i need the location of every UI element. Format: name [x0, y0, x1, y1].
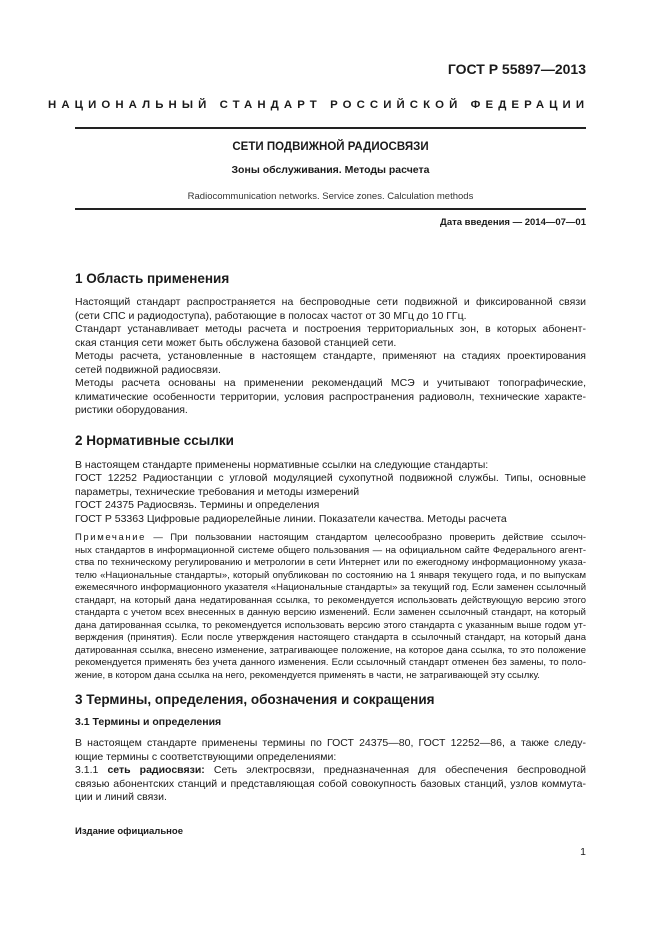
text-line: В настоящем стандарте применены термины по ГОСТ 24375—80, ГОСТ 12252—86, а также следу- — [75, 737, 586, 749]
section-1-paragraph-1 — [75, 296, 586, 323]
reference-gost-r-53363: ГОСТ Р 53363 Цифровые радиорелейные линии. Показатели качества. Методы расчета — [75, 513, 507, 525]
text-line: дана датированная ссылка, то рекомендуется использовать версию этого стандарта с указанным выше годом ут- — [75, 619, 586, 631]
text-line: Примечание — При пользовании настоящим стандартом целесообразно проверить действие ссылоч- — [75, 532, 586, 543]
text-line: ристики оборудования. — [75, 404, 188, 416]
section-3-heading: 3 Термины, определения, обозначения и сокращения — [75, 692, 435, 707]
text-line: сетей подвижной радиосвязи. — [75, 363, 221, 376]
subsection-3-1-heading: 3.1 Термины и определения — [75, 716, 222, 728]
section-2-heading: 2 Нормативные ссылки — [75, 433, 234, 448]
text-line: Настоящий стандарт распространяется на беспроводные сети подвижной и фиксированной связи — [75, 296, 586, 308]
text-line: ская станция сети может быть обслужена базовой станцией сети. — [75, 336, 397, 349]
text-line: телю «Национальные стандарты», который опубликован по состоянию на 1 января текущего года, и по выпускам — [75, 569, 586, 581]
top-divider — [75, 127, 586, 129]
text-line: ства по техническому регулированию и метрологии в сети Интернет или по ежегодному информационному указа- — [75, 557, 586, 568]
text-line: Стандарт устанавливает методы расчета и построения территориальных зон, в которых абонент- — [75, 323, 586, 335]
text-line: Методы расчета основаны на применении рекомендаций МСЭ и учитывают топографические, — [75, 377, 586, 389]
title-divider — [75, 208, 586, 210]
term-3-1-1 — [75, 764, 586, 805]
text-line: 3.1.1 сеть радиосвязи: Сеть электросвязи, предназначенная для обеспечения беспроводной — [75, 764, 586, 776]
term-number: 3.1.1 — [75, 764, 99, 776]
note-block — [75, 532, 586, 682]
text-line: стандарта с учетом всех внесенных в данную версию изменений. Если заменен ссылочный стандарт, на который — [75, 607, 586, 618]
page-number: 1 — [580, 846, 586, 858]
note-label: Примечание — [75, 532, 146, 543]
section-1-paragraph-4 — [75, 377, 586, 418]
text-line: жение, в котором дана ссылка на него, рекомендуется применять в части, не затрагивающей эту ссылку. — [75, 669, 540, 681]
section-1-paragraph-3 — [75, 350, 586, 377]
text-line: климатические особенности территории, условия распространения радиоволн, технические характе- — [75, 390, 586, 403]
text-line: Методы расчета, установленные в настоящем стандарте, применяют на стадиях проектирования — [75, 350, 586, 362]
text-line: верждения (принятия). Если после утверждения настоящего стандарта в ссылочный стандарт, на который дана — [75, 632, 586, 643]
document-title: СЕТИ ПОДВИЖНОЙ РАДИОСВЯЗИ — [232, 141, 429, 153]
text-line: (сети СПС и радиодоступа), работающие в полосах частот от 30 МГц до 10 ГГц. — [75, 309, 467, 322]
reference-gost-12252 — [75, 472, 586, 499]
section-1-heading: 1 Область применения — [75, 271, 230, 286]
text-line: ции и линий связи. — [75, 791, 167, 803]
section-3-paragraph-1 — [75, 737, 586, 764]
references-intro: В настоящем стандарте применены нормативные ссылки на следующие стандарты: — [75, 459, 489, 471]
text-line: рекомендуется применять без учета данного изменения. Если ссылочный стандарт отменен без замены, то поло- — [75, 657, 586, 668]
text-line: параметры, технические требования и методы измерений — [75, 485, 360, 498]
reference-gost-24375: ГОСТ 24375 Радиосвязь. Термины и определения — [75, 499, 320, 511]
text-line: ежемесячного информационного указателя «Национальные стандарты» за текущий год. Если заменен ссылочный — [75, 582, 586, 593]
official-edition-label: Издание официальное — [75, 826, 183, 837]
text-line: ных стандартов в информационной системе общего пользования — на официальном сайте Федерального агент- — [75, 544, 586, 556]
term-name: сеть радиосвязи: — [107, 764, 205, 776]
gost-number: ГОСТ Р 55897—2013 — [447, 61, 586, 77]
document-subtitle: Зоны обслуживания. Методы расчета — [231, 164, 430, 176]
introduction-date: Дата введения — 2014—07—01 — [440, 217, 586, 228]
text-line: ющие термины с соответствующими определениями: — [75, 750, 337, 763]
text-line: датированная ссылка, внесено изменение, затрагивающее положение, на которое дана ссылка, то это положение — [75, 644, 586, 656]
document-title-english: Radiocommunication networks. Service zones. Calculation methods — [187, 191, 474, 202]
section-1-paragraph-2 — [75, 323, 586, 350]
text-line: ГОСТ 12252 Радиостанции с угловой модуляцией сухопутной подвижной службы. Типы, основные — [75, 472, 586, 484]
national-standard-banner: НАЦИОНАЛЬНЫЙ СТАНДАРТ РОССИЙСКОЙ ФЕДЕРАЦИИ — [48, 99, 590, 111]
text-line: связью абонентских станций и представляющая собой совокупность базовых станций, узлов коммута- — [75, 777, 586, 790]
text-line: стандарт, на который дана недатированная ссылка, то рекомендуется использовать действующую версию этого — [75, 594, 586, 606]
